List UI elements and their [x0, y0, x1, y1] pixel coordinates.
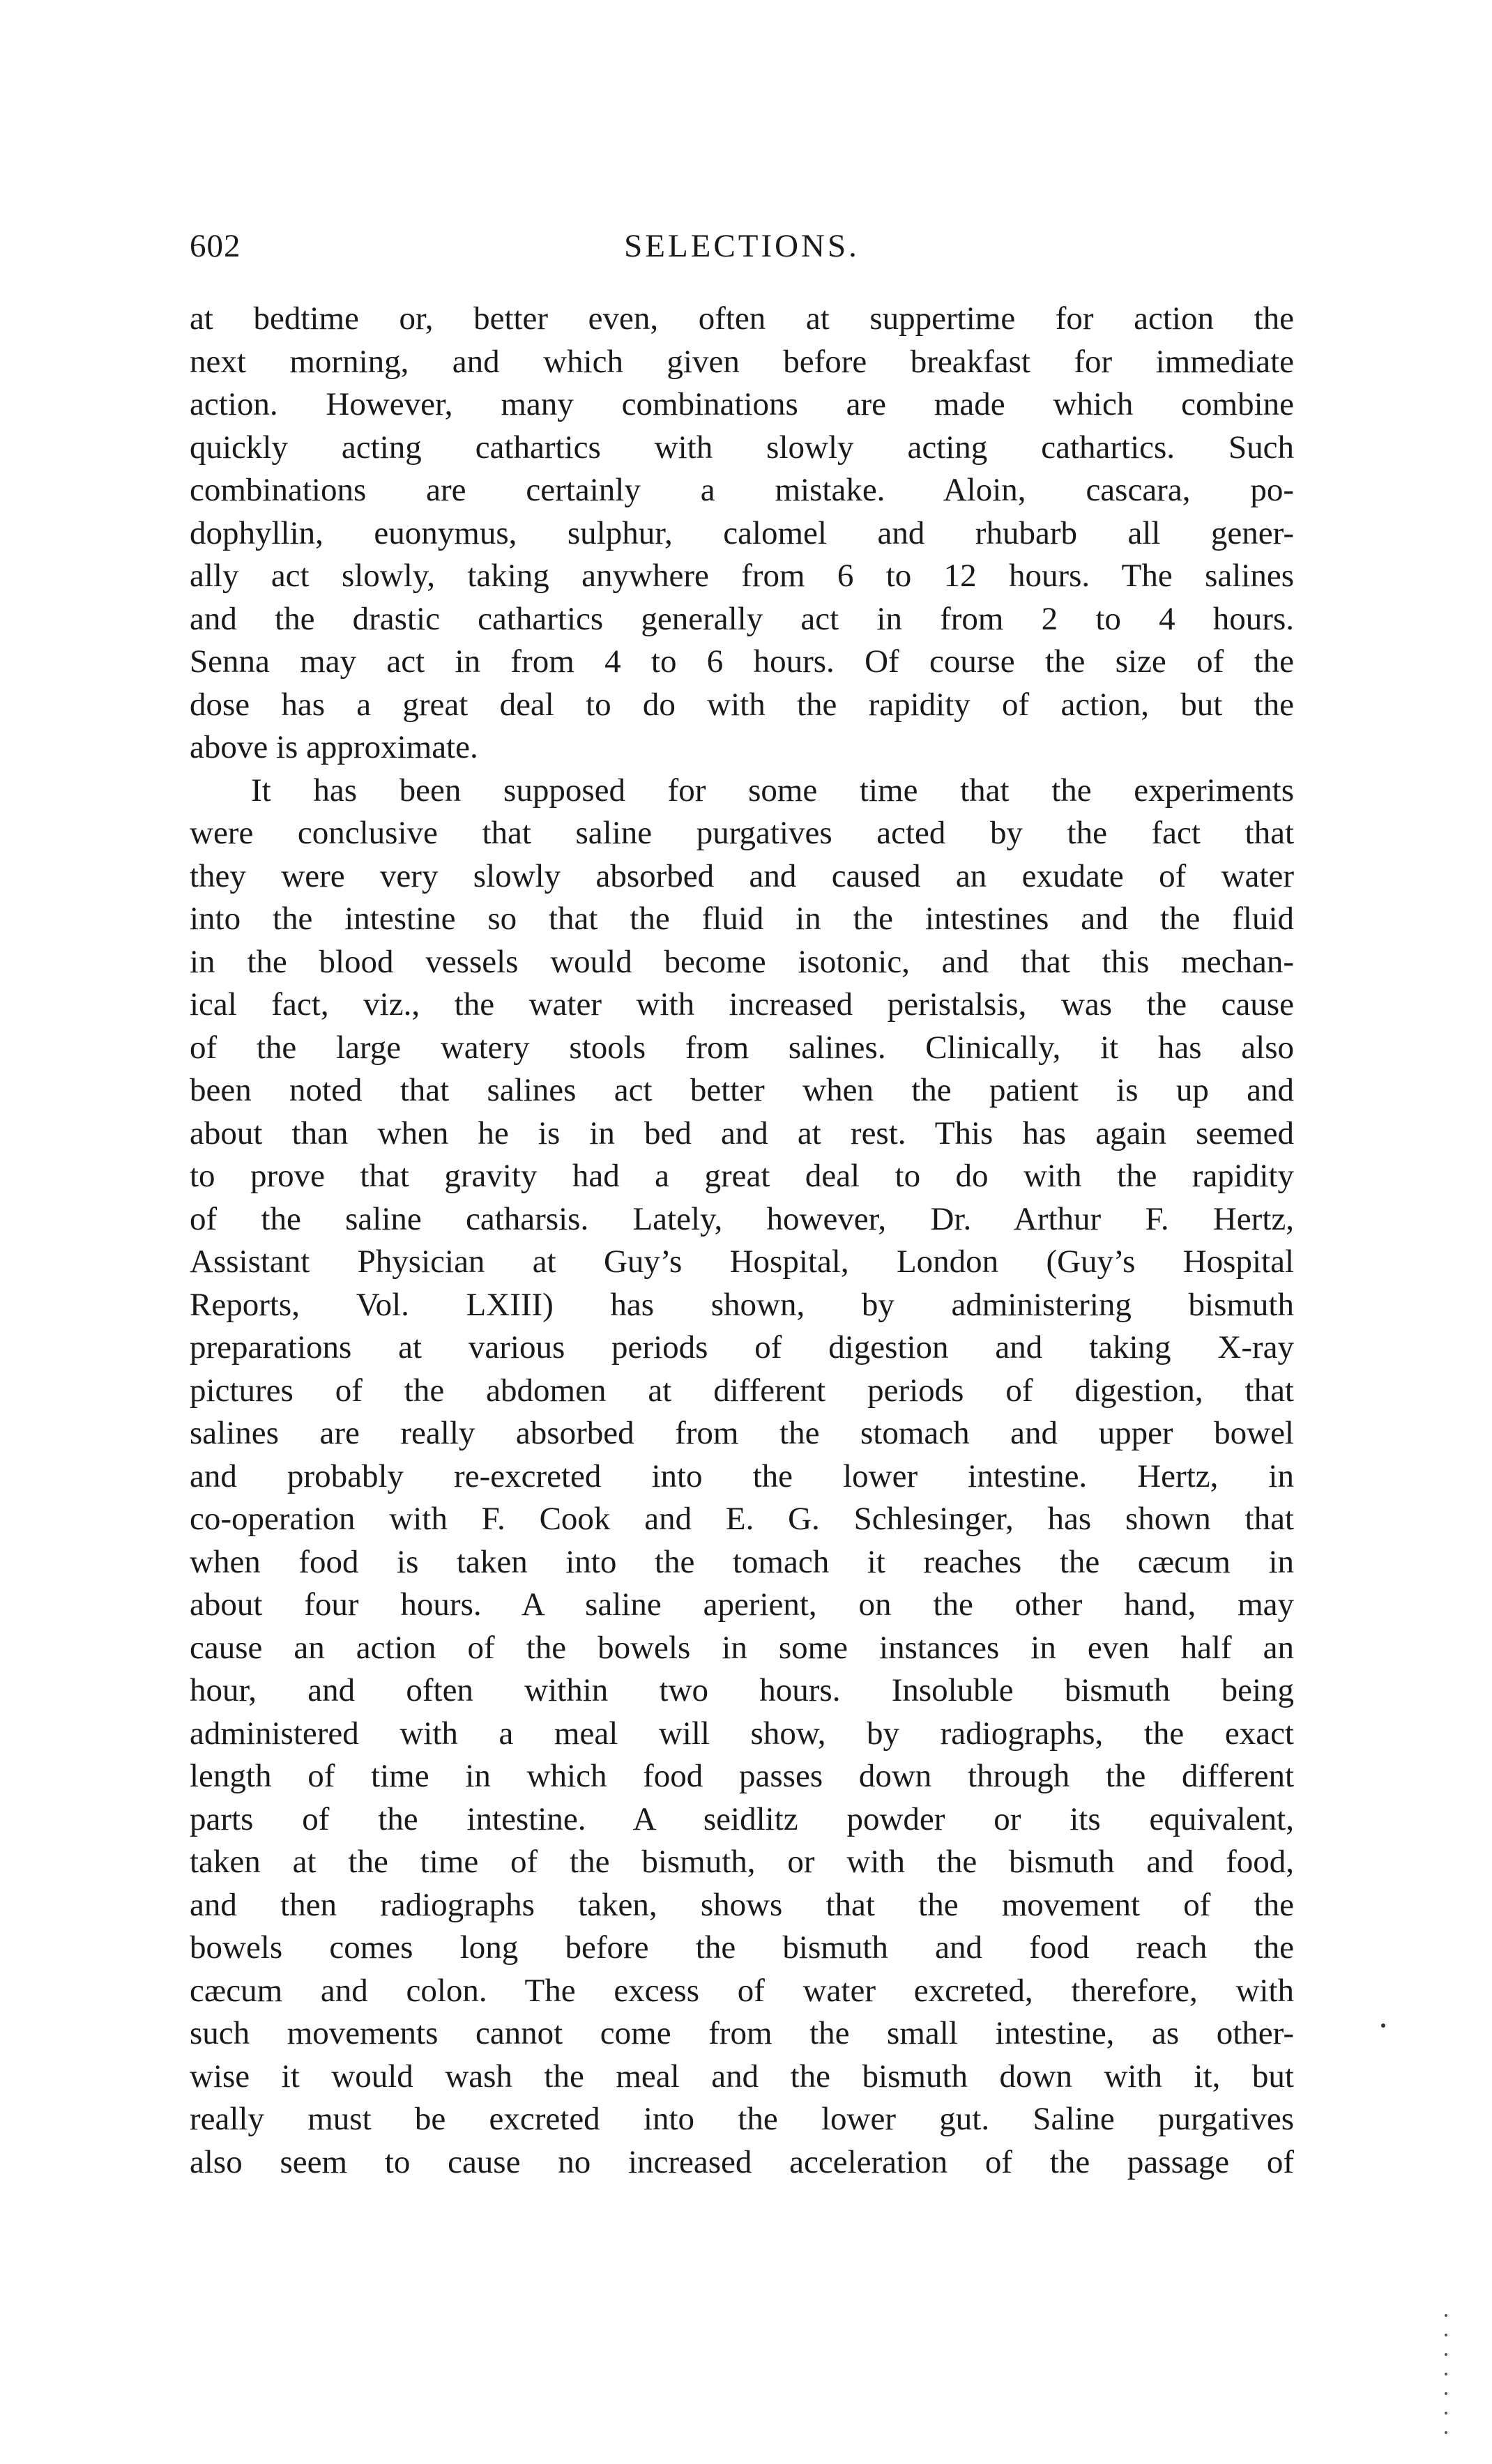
text-line: to prove that gravity had a great deal to do with the rapidity — [190, 1158, 1294, 1194]
text-line: and probably re-excreted into the lower intestine. Hertz, in — [190, 1457, 1294, 1494]
text-line: Reports, Vol. LXIII) has shown, by administering bismuth — [190, 1286, 1294, 1323]
text-line: cause an action of the bowels in some instances in even half an — [190, 1629, 1294, 1666]
text-line: It has been supposed for some time that the experiments — [251, 772, 1294, 809]
text-line: hour, and often within two hours. Insoluble bismuth being — [190, 1672, 1294, 1708]
text-line: preparations at various periods of digestion and taking X-ray — [190, 1329, 1294, 1365]
text-line: at bedtime or, better even, often at suppertime for action the — [190, 300, 1294, 337]
text-line: combinations are certainly a mistake. Aloin, cascara, po- — [190, 472, 1294, 508]
scan-speck — [1445, 2314, 1447, 2317]
text-line: quickly acting cathartics with slowly acting cathartics. Such — [190, 429, 1294, 466]
text-line: also seem to cause no increased acceleration of the passage of — [190, 2143, 1294, 2180]
text-line: in the blood vessels would become isotonic, and that this mechan- — [190, 943, 1294, 980]
text-line: length of time in which food passes down through the different — [190, 1758, 1294, 1794]
page-number: 602 — [190, 228, 241, 264]
text-line: dophyllin, euonymus, sulphur, calomel and rhubarb all gener- — [190, 514, 1294, 551]
text-line: administered with a meal will show, by radiographs, the exact — [190, 1715, 1294, 1752]
text-line: co-operation with F. Cook and E. G. Schlesinger, has shown that — [190, 1501, 1294, 1537]
text-line: and the drastic cathartics generally act in from 2 to 4 hours. — [190, 600, 1294, 637]
text-line: ally act slowly, taking anywhere from 6 to 12 hours. The salines — [190, 558, 1294, 594]
scan-speck — [1445, 2373, 1447, 2375]
text-line: into the intestine so that the fluid in the intestines and the fluid — [190, 901, 1294, 937]
text-line: action. However, many combinations are made which combine — [190, 386, 1294, 422]
scan-speck — [1445, 2431, 1447, 2434]
scan-speck — [1445, 2392, 1447, 2395]
text-line: parts of the intestine. A seidlitz powder or its equivalent, — [190, 1800, 1294, 1837]
text-line: bowels comes long before the bismuth and food reach the — [190, 1929, 1294, 1966]
text-line: of the large watery stools from salines. Clinically, it has also — [190, 1029, 1294, 1066]
text-line: been noted that salines act better when the patient is up and — [190, 1072, 1294, 1108]
scan-speck — [1445, 2353, 1447, 2356]
text-line: above is approximate. — [190, 729, 478, 765]
text-line: taken at the time of the bismuth, or with the bismuth and food, — [190, 1844, 1294, 1880]
text-line: cæcum and colon. The excess of water excreted, therefore, with — [190, 1972, 1294, 2009]
scan-speck — [1445, 2412, 1447, 2415]
text-line: were conclusive that saline purgatives acted by the fact that — [190, 815, 1294, 851]
text-line: next morning, and which given before breakfast for immediate — [190, 343, 1294, 380]
running-head — [190, 222, 1294, 270]
paragraph — [190, 298, 1294, 770]
scan-speck — [1445, 2334, 1447, 2336]
text-line: such movements cannot come from the small intestine, as other- — [190, 2015, 1294, 2051]
text-line: Senna may act in from 4 to 6 hours. Of course the size of the — [190, 643, 1294, 680]
text-line: about than when he is in bed and at rest. This has again seemed — [190, 1115, 1294, 1151]
text-line: pictures of the abdomen at different periods of digestion, that — [190, 1372, 1294, 1409]
text-line: when food is taken into the tomach it reaches the cæcum in — [190, 1543, 1294, 1580]
text-line: of the saline catharsis. Lately, however, Dr. Arthur F. Hertz, — [190, 1200, 1294, 1237]
scan-margin-marks — [1442, 2314, 1450, 2447]
text-line: salines are really absorbed from the stomach and upper bowel — [190, 1415, 1294, 1451]
text-line: they were very slowly absorbed and caused an exudate of water — [190, 857, 1294, 894]
text-line: dose has a great deal to do with the rapidity of action, but the — [190, 686, 1294, 723]
text-line: Assistant Physician at Guy’s Hospital, London (Guy’s Hospital — [190, 1244, 1294, 1280]
body-text — [190, 298, 1294, 2184]
text-line: really must be excreted into the lower gut. Saline purgatives — [190, 2101, 1294, 2137]
text-line: ical fact, viz., the water with increased peristalsis, was the cause — [190, 986, 1294, 1023]
text-line: and then radiographs taken, shows that the movement of the — [190, 1886, 1294, 1923]
paragraph — [190, 770, 1294, 2184]
running-title: SELECTIONS. — [624, 228, 860, 264]
scan-speck — [1381, 2023, 1385, 2028]
text-line: wise it would wash the meal and the bismuth down with it, but — [190, 2058, 1294, 2095]
text-line: about four hours. A saline aperient, on the other hand, may — [190, 1586, 1294, 1623]
